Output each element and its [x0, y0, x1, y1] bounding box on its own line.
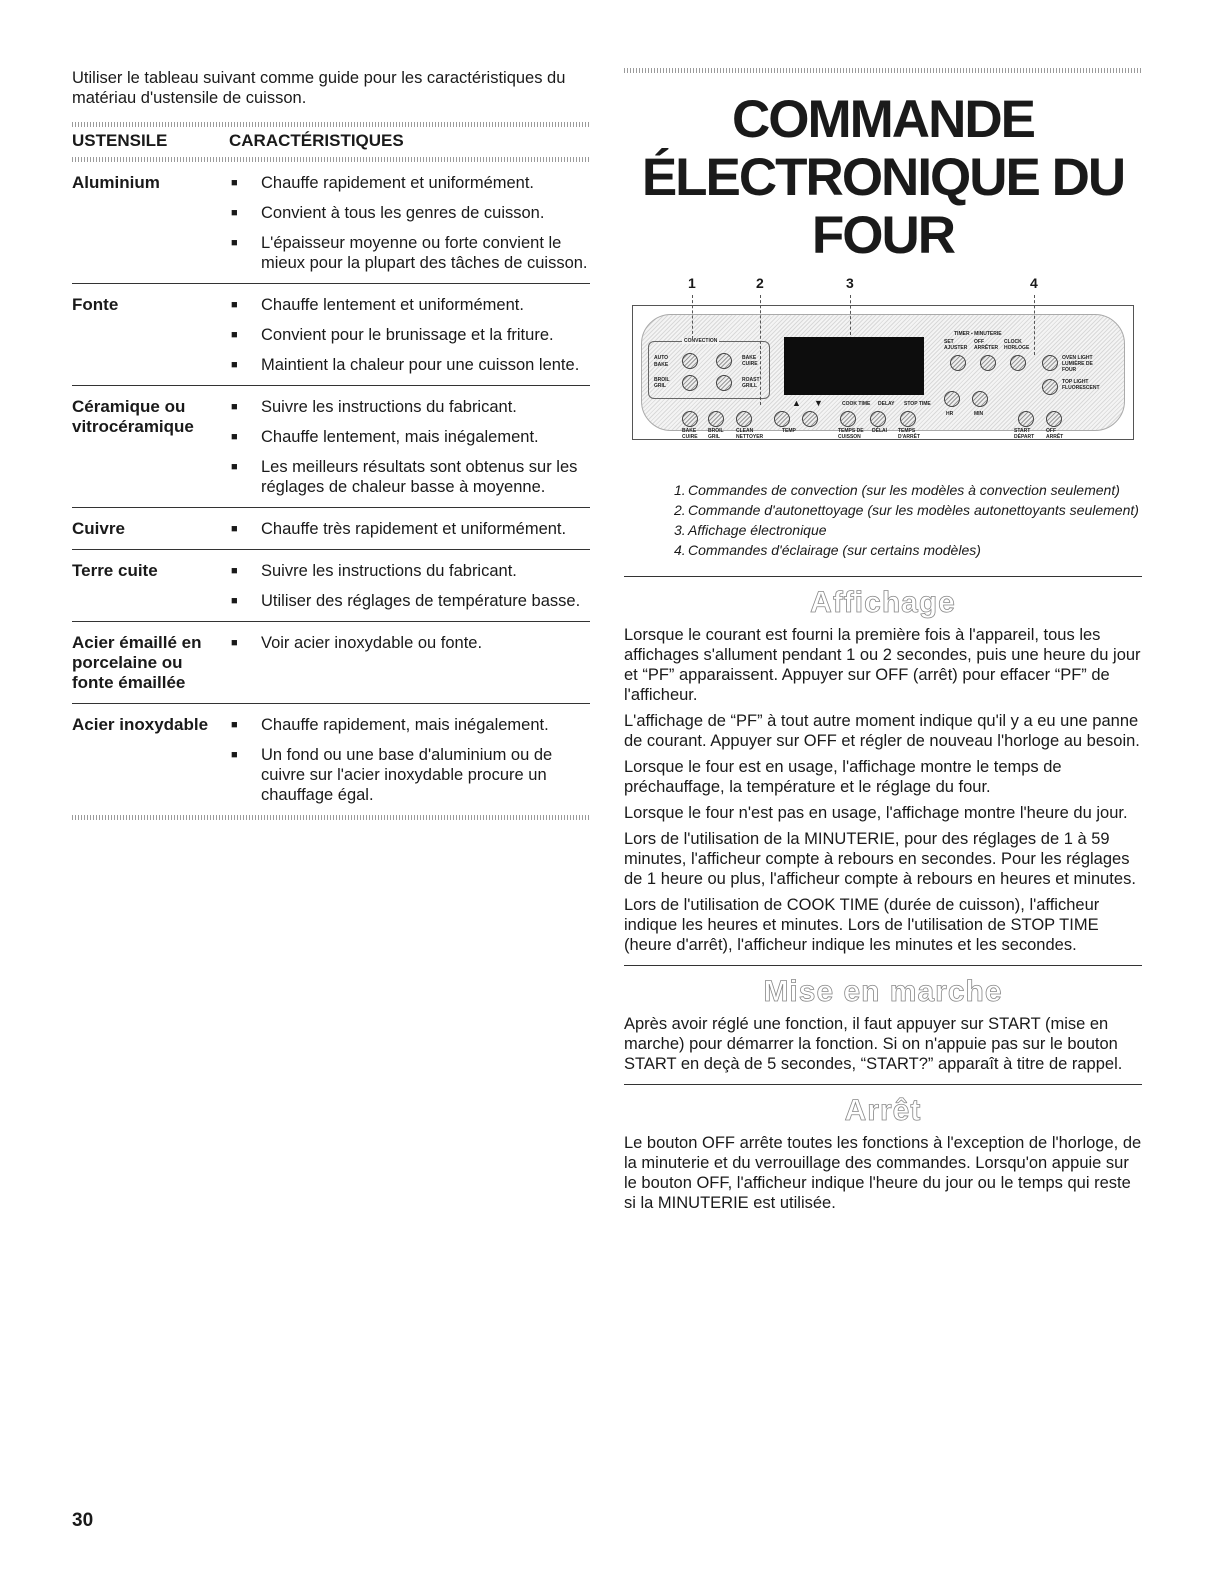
auto-bake-button[interactable] [682, 353, 698, 369]
mise-en-marche-body [624, 1014, 1142, 1074]
body-paragraph: Lors de l'utilisation de la MINUTERIE, pour des réglages de 1 à 59 minutes, l'afficheur compte à rebours en secondes. Pour les réglages de 1 heure ou plus, l'afficheur compte à rebours en heures et minutes. [624, 830, 1136, 888]
table-row [72, 550, 590, 622]
material-properties [229, 633, 590, 693]
property-text: Chauffe très rapidement et uniformément. [261, 520, 567, 538]
property-text: Chauffe rapidement et uniformément. [261, 174, 535, 192]
square-bullet-icon: ■ [231, 401, 238, 413]
broil-button[interactable] [682, 375, 698, 391]
callout-2: 2 [756, 275, 764, 291]
title-line-2: ÉLECTRONIQUE DU FOUR [641, 148, 1125, 265]
property-item [229, 325, 590, 345]
material-name: Acier inoxydable [72, 715, 209, 734]
label-start: START DÉPART [1014, 428, 1035, 440]
property-item [229, 233, 590, 273]
panel-legend [624, 482, 1142, 558]
property-text: L'épaisseur moyenne ou forte convient le mieux pour la plupart des tâches de cuisson. [261, 234, 588, 272]
property-item [229, 355, 590, 375]
property-text: Les meilleurs résultats sont obtenus sur les réglages de chaleur basse à moyenne. [261, 458, 578, 496]
property-item [229, 715, 590, 735]
oven-control-panel [632, 305, 1134, 440]
bake-button[interactable] [716, 353, 732, 369]
property-text: Chauffe lentement, mais inégalement. [261, 428, 539, 446]
property-item [229, 173, 590, 193]
callout-line-3 [850, 295, 851, 335]
legend-text: Commande d'autonettoyage (sur les modèles autonettoyants seulement) [688, 502, 1139, 518]
square-bullet-icon: ■ [231, 359, 238, 371]
property-text: Un fond ou une base d'aluminium ou de cuivre sur l'acier inoxydable procure un chauffage égal. [261, 746, 553, 804]
material-name: Fonte [72, 295, 119, 314]
material-table [72, 162, 590, 815]
legend-text: Commandes d'éclairage (sur certains modèles) [688, 542, 981, 558]
body-paragraph: Le bouton OFF arrête toutes les fonctions à l'exception de l'horloge, de la minuterie et du verrouillage des commandes. Lorsqu'on appuie sur le bouton OFF, l'afficheur indique l'heure du jour ou le temps qui reste si la MINUTERIE est utilisée. [624, 1134, 1142, 1212]
square-bullet-icon: ■ [231, 431, 238, 443]
table-header [72, 127, 590, 157]
section-rule [624, 1084, 1142, 1085]
square-bullet-icon: ■ [231, 523, 238, 535]
left-column [72, 68, 590, 820]
label-off-bottom: OFF ARRÊT [1046, 428, 1064, 440]
label-clock: CLOCK HORLOGE [1004, 339, 1030, 351]
legend-text: Commandes de convection (sur les modèles à convection seulement) [688, 482, 1120, 498]
off-button[interactable] [1046, 411, 1062, 427]
material-name: Acier émaillé en porcelaine ou fonte émaillée [72, 633, 202, 692]
legend-item [674, 522, 1142, 538]
intro-text: Utiliser le tableau suivant comme guide pour les caractéristiques du matériau d'ustensile de cuisson. [72, 69, 566, 107]
table-row [72, 622, 590, 704]
label-set: SET AJUSTER [944, 339, 968, 351]
convection-group [648, 341, 770, 399]
label-delay: DELAY [878, 401, 895, 407]
property-item [229, 295, 590, 315]
oven-light-button[interactable] [1042, 355, 1058, 371]
label-bake-bottom: BAKE CUIRE [682, 428, 698, 440]
label-bake: BAKE CUIRE [742, 355, 758, 367]
clean-button[interactable] [736, 411, 752, 427]
label-broil-bottom: BROIL GRIL [708, 428, 724, 440]
material-properties [229, 173, 590, 273]
temp-up-button[interactable] [774, 411, 790, 427]
label-bake-left: BAKE [654, 362, 669, 368]
affichage-body [624, 625, 1142, 955]
property-item [229, 203, 590, 223]
property-item [229, 591, 590, 611]
section-title-arret: Arrêt [844, 1094, 922, 1127]
legend-number: 1. [674, 482, 686, 498]
label-temps-darret: TEMPS D'ARRÊT [898, 428, 921, 440]
page-number: 30 [72, 1510, 94, 1531]
start-button[interactable] [1018, 411, 1034, 427]
title-line-1: COMMANDE [732, 90, 1034, 149]
hr-min-up-button[interactable] [944, 391, 960, 407]
property-text: Convient à tous les genres de cuisson. [261, 204, 545, 222]
square-bullet-icon: ■ [231, 719, 238, 731]
header-caracteristiques: CARACTÉRISTIQUES [229, 131, 404, 150]
clock-button[interactable] [1010, 355, 1026, 371]
table-row [72, 386, 590, 508]
section-rule [624, 576, 1142, 577]
label-temps-de-cuisson: TEMPS DE CUISSON [838, 428, 864, 440]
property-text: Utiliser des réglages de température basse. [261, 592, 581, 610]
material-properties [229, 295, 590, 375]
body-paragraph: Lorsque le four est en usage, l'affichage montre le temps de préchauffage, la température et le réglage du four. [624, 758, 1062, 796]
property-item [229, 457, 590, 497]
table-row [72, 704, 590, 815]
material-name: Terre cuite [72, 561, 158, 580]
body-paragraph: Lorsque le courant est fourni la première fois à l'appareil, tous les affichages s'allument pendant 1 ou 2 secondes, puis une heure du jour et “PF” apparaissent. Appuyer sur OFF (arrêt) pour effacer “PF” de l'afficheur. [624, 626, 1141, 704]
property-text: Suivre les instructions du fabricant. [261, 562, 517, 580]
material-properties [229, 561, 590, 611]
label-roast: ROAST GRILL [742, 377, 760, 389]
property-item [229, 633, 590, 653]
label-off-top: OFF ARRÊTER [974, 339, 999, 351]
bake-bottom-button[interactable] [682, 411, 698, 427]
broil-bottom-button[interactable] [708, 411, 724, 427]
right-column [624, 68, 1142, 1219]
control-panel-diagram [624, 275, 1142, 470]
label-auto: AUTO [654, 355, 669, 361]
timer-off-button[interactable] [980, 355, 996, 371]
material-properties [229, 715, 590, 805]
callout-3: 3 [846, 275, 854, 291]
header-ustensile: USTENSILE [72, 131, 168, 150]
label-top-light: TOP LIGHT FLUORESCENT [1062, 379, 1100, 391]
table-row [72, 284, 590, 386]
label-min: MIN [974, 411, 984, 417]
property-item [229, 561, 590, 581]
label-hr: HR [946, 411, 954, 417]
label-convection: CONVECTION [684, 338, 718, 344]
body-paragraph: Lorsque le four n'est pas en usage, l'affichage montre l'heure du jour. [624, 804, 1128, 822]
square-bullet-icon: ■ [231, 299, 238, 311]
square-bullet-icon: ■ [231, 565, 238, 577]
legend-text: Affichage électronique [688, 522, 827, 538]
body-paragraph: Après avoir réglé une fonction, il faut appuyer sur START (mise en marche) pour démarrer la fonction. Si on n'appuie pas sur le bouton START en deçà de 5 secondes, “START?” apparaît à titre de rappel. [624, 1015, 1123, 1073]
callout-4: 4 [1030, 275, 1038, 291]
delay-button[interactable] [870, 411, 886, 427]
property-item [229, 519, 590, 539]
table-row [72, 162, 590, 284]
square-bullet-icon: ■ [231, 749, 238, 761]
temp-down-arrow-icon: ▼ [814, 398, 823, 408]
material-properties [229, 519, 590, 539]
temp-up-arrow-icon: ▲ [792, 398, 801, 408]
label-clean: CLEAN NETTOYER [736, 428, 764, 440]
page-title [624, 91, 1142, 265]
label-broil: BROIL GRIL [654, 377, 670, 389]
legend-item [674, 482, 1142, 498]
body-paragraph: L'affichage de “PF” à tout autre moment indique qu'il y a eu une panne de courant. Appuyer sur OFF et régler de nouveau l'horloge au besoin. [624, 712, 1140, 750]
body-paragraph: Lors de l'utilisation de COOK TIME (durée de cuisson), l'afficheur indique les heures et minutes. Lors de l'utilisation de STOP TIME (heure d'arrêt), l'afficheur indique les minutes et les secondes. [624, 896, 1100, 954]
timer-set-button[interactable] [950, 355, 966, 371]
top-light-button[interactable] [1042, 379, 1058, 395]
temp-down-button[interactable] [802, 411, 818, 427]
table-row [72, 508, 590, 550]
square-bullet-icon: ■ [231, 237, 238, 249]
legend-item [674, 542, 1142, 558]
property-text: Chauffe lentement et uniformément. [261, 296, 524, 314]
label-stop-time: STOP TIME [904, 401, 931, 407]
material-name: Aluminium [72, 173, 160, 192]
section-rule [624, 965, 1142, 966]
panel-face [641, 314, 1125, 440]
stop-time-button[interactable] [900, 411, 916, 427]
property-text: Voir acier inoxydable ou fonte. [261, 634, 483, 652]
dotted-rule [72, 815, 590, 820]
legend-number: 4. [674, 542, 686, 558]
label-temp: TEMP [782, 428, 796, 434]
dotted-rule [624, 68, 1142, 73]
callout-line-2 [760, 295, 761, 405]
property-text: Chauffe rapidement, mais inégalement. [261, 716, 549, 734]
cook-time-button[interactable] [840, 411, 856, 427]
legend-number: 3. [674, 522, 686, 538]
callout-line-4 [1034, 295, 1035, 355]
property-text: Convient pour le brunissage et la friture. [261, 326, 554, 344]
property-text: Suivre les instructions du fabricant. [261, 398, 517, 416]
square-bullet-icon: ■ [231, 637, 238, 649]
arret-body [624, 1133, 1142, 1213]
label-oven-light: OVEN LIGHT LUMIÈRE DE FOUR [1062, 355, 1093, 373]
label-delai: DÉLAI [872, 428, 887, 434]
legend-item [674, 502, 1142, 518]
material-properties [229, 397, 590, 497]
square-bullet-icon: ■ [231, 595, 238, 607]
callout-line-1 [692, 295, 693, 339]
square-bullet-icon: ■ [231, 207, 238, 219]
property-item [229, 427, 590, 447]
section-title-mise-en-marche: Mise en marche [763, 975, 1003, 1008]
material-name: Céramique ou vitrocéramique [72, 397, 194, 436]
square-bullet-icon: ■ [231, 329, 238, 341]
square-bullet-icon: ■ [231, 177, 238, 189]
electronic-display [784, 337, 924, 395]
label-timer: TIMER ▪ MINUTERIE [954, 331, 1002, 337]
callout-1: 1 [688, 275, 696, 291]
property-item [229, 745, 590, 805]
legend-number: 2. [674, 502, 686, 518]
square-bullet-icon: ■ [231, 461, 238, 473]
material-name: Cuivre [72, 519, 125, 538]
label-cook-time: COOK TIME [842, 401, 871, 407]
roast-button[interactable] [716, 375, 732, 391]
property-item [229, 397, 590, 417]
hr-min-down-button[interactable] [972, 391, 988, 407]
property-text: Maintient la chaleur pour une cuisson lente. [261, 356, 580, 374]
section-title-affichage: Affichage [810, 586, 956, 619]
